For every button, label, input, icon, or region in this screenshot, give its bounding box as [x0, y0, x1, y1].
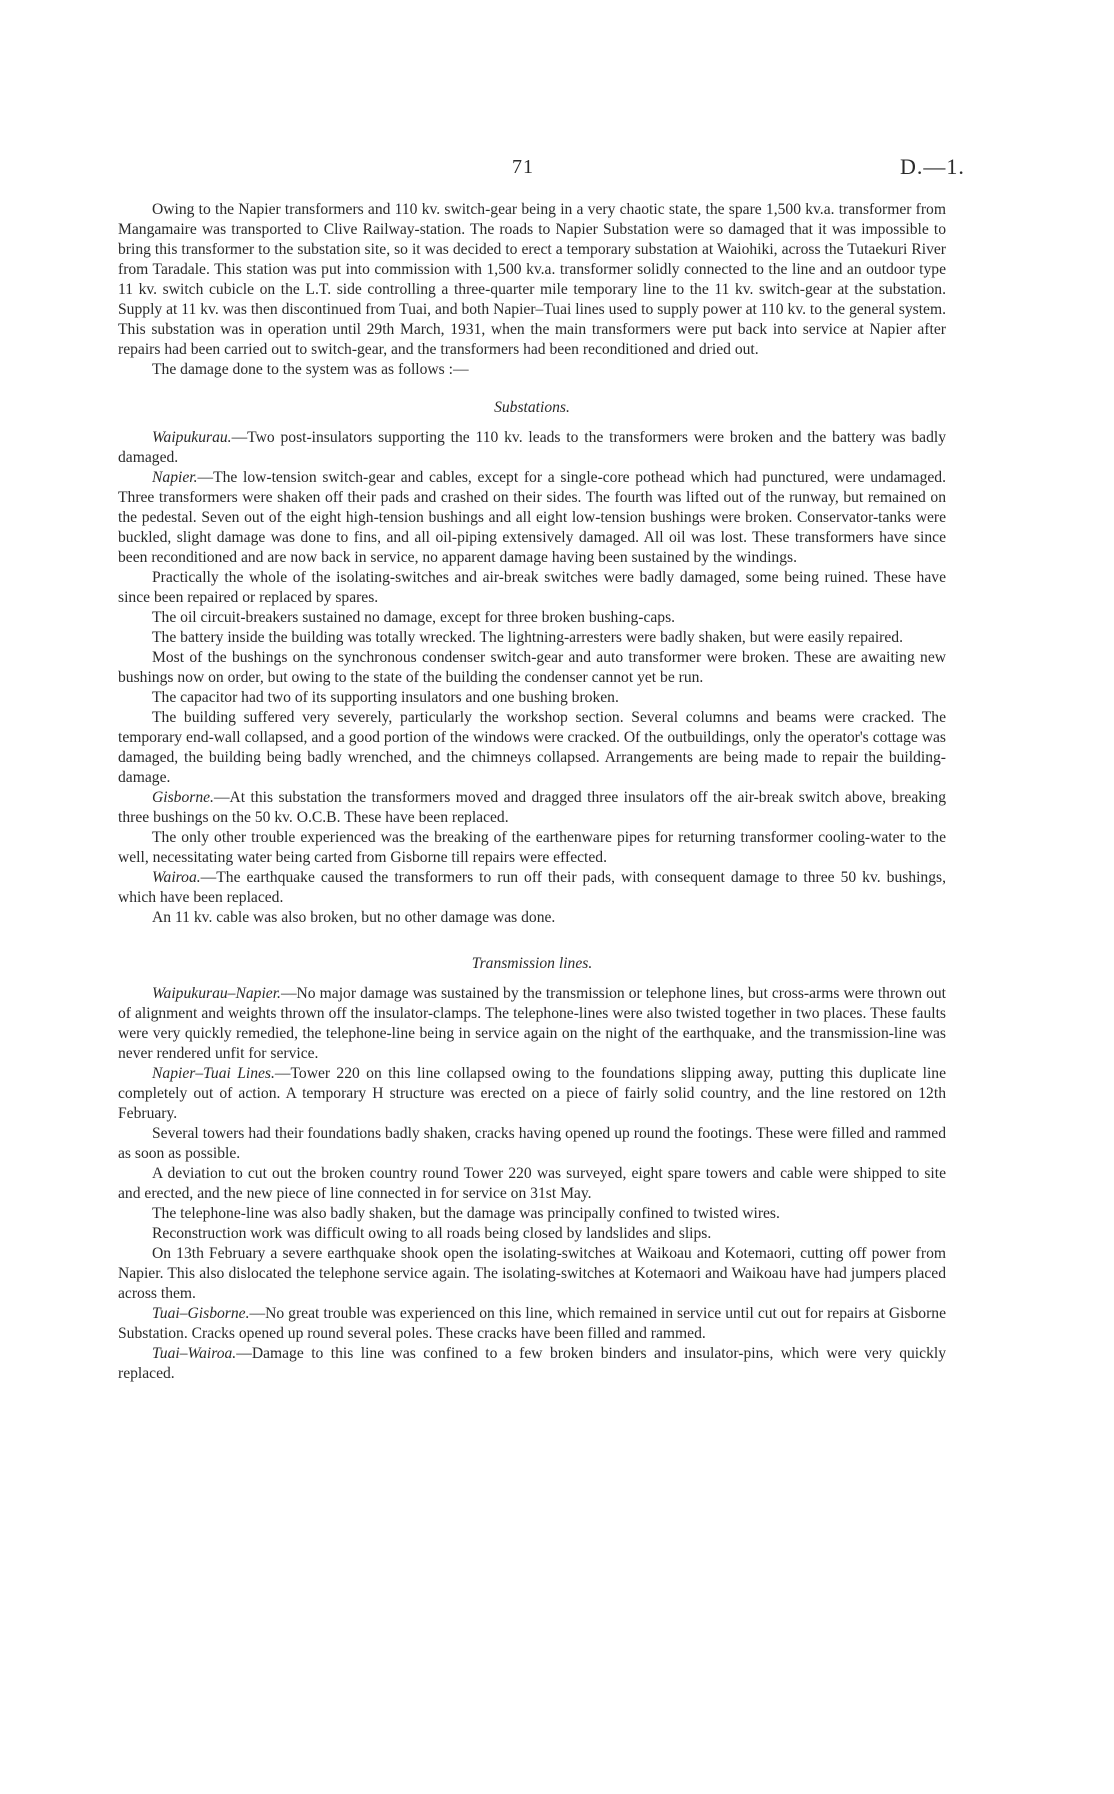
transmission-paragraph [118, 1064, 946, 1124]
substation-paragraph [118, 828, 946, 868]
substation-paragraph [118, 428, 946, 468]
paragraph-text: The capacitor had two of its supporting insulators and one bushing broken. [152, 689, 619, 706]
paragraph-text: —Damage to this line was confined to a few broken binders and insulator-pins, which were very quickly replaced. [118, 1345, 946, 1382]
paragraph-text: An 11 kv. cable was also broken, but no other damage was done. [152, 909, 556, 926]
substation-paragraph [118, 868, 946, 908]
transmission-section [118, 984, 946, 1384]
paragraph-text: The oil circuit-breakers sustained no damage, except for three broken bushing-caps. [152, 609, 676, 626]
paragraph-text: —The low-tension switch-gear and cables, except for a single-core pothead which had punctured, were undamaged. Three transformers were shaken off their pads and crashed on their sides. The fourth was lifted out of the runway, but remained on the pedestal. Seven out of the eight high-tension bushings and all eight low-tension bushings were broken. Conservator-tanks were buckled, slight damage was done to fins, and all oil-piping extensively damaged. All oil was lost. These transformers have since been reconditioned and are now back in service, no apparent damage having been sustained by the windings. [118, 469, 946, 566]
paragraph-text: —The earthquake caused the transformers to run off their pads, with consequent damage to three 50 kv. bushings, which have been replaced. [118, 869, 946, 906]
transmission-paragraph [118, 1304, 946, 1344]
paragraph-text: The telephone-line was also badly shaken, but the damage was principally confined to twisted wires. [152, 1205, 780, 1222]
page-number: 71 [512, 156, 534, 178]
paragraph-text: On 13th February a severe earthquake shook open the isolating-switches at Waikoau and Kotemaori, cutting off power from Napier. This also dislocated the telephone service again. The isolating-switches at Kotemaori and Waikoau have had jumpers placed across them. [118, 1245, 946, 1302]
substation-paragraph [118, 648, 946, 688]
paragraph-lead-heading: Tuai–Gisborne. [152, 1305, 250, 1322]
paragraph-lead-heading: Wairoa. [152, 869, 201, 886]
substation-paragraph [118, 468, 946, 568]
transmission-paragraph [118, 984, 946, 1064]
transmission-paragraph [118, 1244, 946, 1304]
paragraph-text: —At this substation the transformers moved and dragged three insulators off the air-break switch above, breaking three bushings on the 50 kv. O.C.B. These have been replaced. [118, 789, 946, 826]
paragraph-text: Several towers had their foundations badly shaken, cracks having opened up round the footings. These were filled and rammed as soon as possible. [118, 1125, 946, 1162]
substation-paragraph [118, 568, 946, 608]
paragraph-lead-heading: Waipukurau. [152, 429, 232, 446]
paragraph-text: Reconstruction work was difficult owing to all roads being closed by landslides and slips. [152, 1225, 712, 1242]
paragraph-text: —Two post-insulators supporting the 110 kv. leads to the transformers were broken and the battery was badly damaged. [118, 429, 946, 466]
transmission-paragraph [118, 1124, 946, 1164]
paragraph-text: Most of the bushings on the synchronous condenser switch-gear and auto transformer were broken. These are awaiting new bushings now on order, but owing to the state of the building the condenser cannot yet be run. [118, 649, 946, 686]
substation-paragraph [118, 908, 946, 928]
document-code: D.—1. [900, 154, 965, 179]
paragraph-text: —No major damage was sustained by the transmission or telephone lines, but cross-arms were thrown out of alignment and weights thrown off the insulator-clamps. The telephone-lines were also twisted together in two places. These faults were very quickly remedied, the telephone-line being in service again on the night of the earthquake, and the transmission-line was never rendered unfit for service. [118, 985, 946, 1062]
intro-paragraph: Owing to the Napier transformers and 110 kv. switch-gear being in a very chaotic state, the spare 1,500 kv.a. transformer from Mangamaire was transported to Clive Railway-station. The roads to Napier Substation were so damaged that it was impossible to bring this transformer to the substation site, so it was decided to erect a temporary substation at Waiohiki, across the Tutaekuri River from Taradale. This station was put into commission with 1,500 kv.a. transformer solidly connected to the line and an outdoor type 11 kv. switch cubicle on the L.T. side controlling a three-quarter mile temporary line to the 11 kv. switch-gear at the substation. Supply at 11 kv. was then discontinued from Tuai, and both Napier–Tuai lines used to supply power at 110 kv. to the general system. This substation was in operation until 29th March, 1931, when the main transformers were put back into service at Napier after repairs had been carried out to switch-gear, and the transformers had been reconditioned and dried out. [118, 201, 946, 358]
paragraph-text: A deviation to cut out the broken country round Tower 220 was surveyed, eight spare towers and cable were shipped to site and erected, and the new piece of line connected in for service on 31st May. [118, 1165, 946, 1202]
substation-paragraph [118, 688, 946, 708]
substation-paragraph [118, 788, 946, 828]
body-text [118, 200, 946, 1384]
substation-paragraph [118, 708, 946, 788]
paragraph-lead-heading: Napier–Tuai Lines. [152, 1065, 275, 1082]
substation-paragraph [118, 628, 946, 648]
paragraph-lead-heading: Gisborne. [152, 789, 214, 806]
paragraph-text: —No great trouble was experienced on this line, which remained in service until cut out for repairs at Gisborne Substation. Cracks opened up round several poles. These cracks have been filled and rammed. [118, 1305, 946, 1342]
transmission-paragraph [118, 1344, 946, 1384]
substations-section [118, 428, 946, 928]
paragraph-text: The only other trouble experienced was the breaking of the earthenware pipes for returning transformer cooling-water to the well, necessitating water being carted from Gisborne till repairs were effected. [118, 829, 946, 866]
paragraph-lead-heading: Waipukurau–Napier. [152, 985, 281, 1002]
paragraph-lead-heading: Tuai–Wairoa. [152, 1345, 237, 1362]
section-heading-transmission-lines: Transmission lines. [471, 955, 593, 972]
transmission-paragraph [118, 1224, 946, 1244]
transmission-paragraph [118, 1164, 946, 1204]
paragraph-text: The battery inside the building was totally wrecked. The lightning-arresters were badly shaken, but were easily repaired. [152, 629, 903, 646]
intro-paragraph: The damage done to the system was as follows :— [152, 361, 469, 378]
paragraph-text: The building suffered very severely, particularly the workshop section. Several columns and beams were cracked. The temporary end-wall collapsed, and a good portion of the windows were cracked. Of the outbuildings, only the operator's cottage was damaged, the building being badly wrenched, and the chimneys collapsed. Arrangements are being made to repair the building-damage. [118, 709, 946, 786]
substation-paragraph [118, 608, 946, 628]
transmission-paragraph [118, 1204, 946, 1224]
paragraph-text: —Tower 220 on this line collapsed owing to the foundations slipping away, putting this duplicate line completely out of action. A temporary H structure was erected on a piece of fairly solid country, and the line restored on 12th February. [118, 1065, 946, 1122]
paragraph-text: Practically the whole of the isolating-switches and air-break switches were badly damaged, some being ruined. These have since been repaired or replaced by spares. [118, 569, 946, 606]
section-heading-substations: Substations. [494, 399, 570, 416]
paragraph-lead-heading: Napier. [152, 469, 198, 486]
